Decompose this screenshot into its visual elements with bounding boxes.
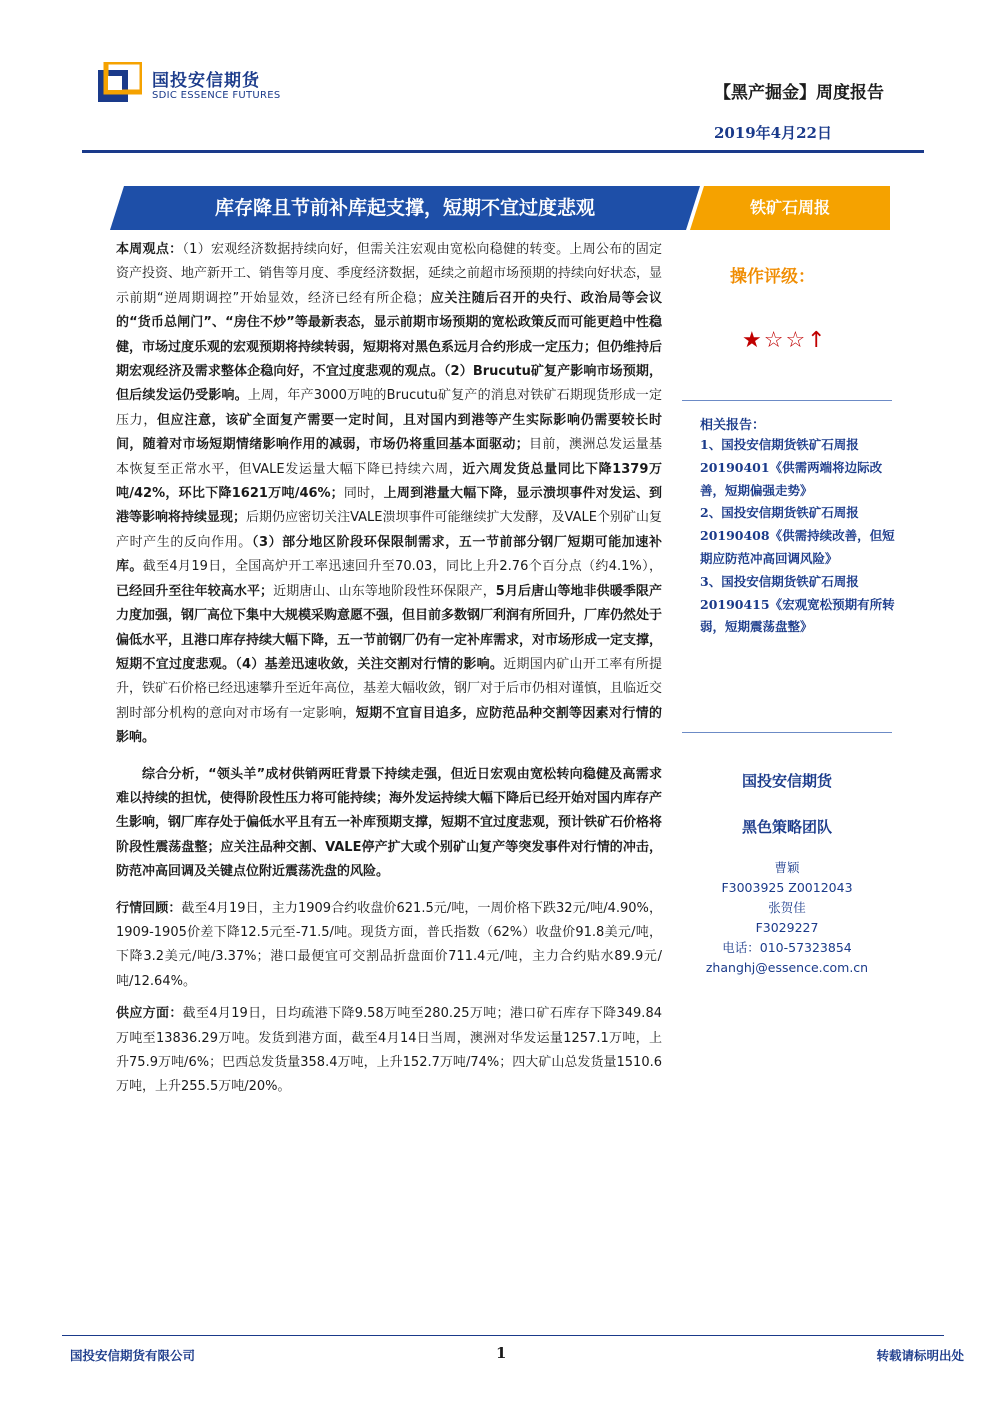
report-type: 【黑产掘金】周度报告 xyxy=(714,83,884,103)
main-content xyxy=(116,238,662,1100)
text-run: 上周到港量大幅下降，显示溃坝事件对发运、到港等影响将持续显现； xyxy=(116,486,662,526)
report-date: 2019年4月22日 xyxy=(713,124,832,142)
footer-company: 国投安信期货有限公司 xyxy=(70,1348,196,1363)
text-run: 已经回升至往年较高水平； xyxy=(116,583,274,599)
footer-notice: 转载请标明出处 xyxy=(876,1348,964,1363)
text-run: 同时， xyxy=(343,486,384,502)
text-run: 截至4月19日，全国高炉开工率迅速回升至70.03，同比上升2.76个百分点（约4.1%）， xyxy=(142,559,662,575)
analyst-name: 曹颖 xyxy=(774,860,800,875)
sidebar-divider xyxy=(682,732,892,733)
text-run: 近六周发货总量同比下降1379万吨/42%，环比下降1621万吨/46%； xyxy=(116,461,662,502)
report-category: 铁矿石周报 xyxy=(749,198,830,217)
text-run: 5月后唐山等地非供暖季限产力度加强，钢厂高位下集中大规模采购意愿不强，但目前多数钢厂利润有所回升，厂库仍然处于偏低水平，且港口库存持续大幅下降，五一节前钢厂仍有一定补库需求，对市场形成一定支撑，短期不宜过度悲观。（4）基差迅速收敛，关注交割对行情的影响。 xyxy=(116,583,663,672)
text-run: 目前，澳洲总发运量基本恢复至正常水平，但VALE发运量大幅下降已持续六周， xyxy=(116,437,662,477)
text-run: 本周观点： xyxy=(116,242,183,257)
page-number: 1 xyxy=(496,1344,507,1362)
rating-label: 操作评级： xyxy=(730,267,815,287)
logo-text-cn: 国投安信期货 xyxy=(152,71,260,91)
paragraph-summary: 综合分析，“领头羊”成材供销两旺背景下持续走强，但近日宏观由宽松转向稳健及高需求难以持续的担忧，使得阶段性压力将可能持续；海外发运持续大幅下降后已经开始对国内库存产生影响，钢厂库存处于偏低水平且有五一补库预期支撑，短期不宜过度悲观，预计铁矿石价格将阶段性震荡盘整；应关注品种交割、VALE停产扩大或个别矿山复产等突发事件对行情的冲击，防范冲高回调及关键点位附近震荡洗盘的风险。 xyxy=(116,766,663,880)
email-link[interactable]: zhanghj@essence.com.cn xyxy=(705,960,869,975)
paragraph-supply: 供应方面：截至4月19日，日均疏港下降9.58万吨至280.25万吨；港口矿石库存下降349.84万吨至13836.29万吨。发货到港方面，截至4月14日当周，澳洲对华发运量1257.1万吨，上升75.9万吨/6%；巴西总发货量358.4万吨，上升152.7万吨/74%；四大矿山总发货量1510.6万吨，上升255.5万吨/20%。 xyxy=(116,1006,662,1095)
text-run: 近期国内矿山开工率有所提升，铁矿石价格已经迅速攀升至近年高位，基差大幅收敛，钢厂对于后市仍相对谨慎，且临近交割时部分机构的意向对市场有一定影响， xyxy=(116,656,663,721)
related-report-item[interactable]: 1、国投安信期货铁矿石周报20190401《供需两端将边际改善，短期偏强走势》 xyxy=(700,437,883,498)
company-logo-icon xyxy=(98,62,142,102)
related-report-item[interactable]: 2、国投安信期货铁矿石周报20190408《供需持续改善，但短期应防范冲高回调风险》 xyxy=(700,505,895,566)
analyst-license: F3003925 Z0012043 xyxy=(721,880,853,895)
logo-text-en: SDIC ESSENCE FUTURES xyxy=(152,90,281,101)
text-run: 近期唐山、山东等地阶段性环保限产， xyxy=(273,583,496,599)
related-reports-list xyxy=(700,434,905,639)
header-divider xyxy=(82,150,924,153)
report-title: 库存降且节前补库起支撑，短期不宜过度悲观 xyxy=(214,197,595,219)
text-run: （1）宏观经济数据持续向好，但需关注宏观由宽松向稳健的转变。上周公布的固定资产投资、地产新开工、销售等月度、季度经济数据，延续之前超市场预期的持续向好状态，显示前期“逆周期调控”开始显效，经济已经有所企稳； xyxy=(116,242,663,306)
paragraph-view xyxy=(116,238,662,751)
team-name: 黑色策略团队 xyxy=(741,818,832,836)
text-run: 应关注随后召开的央行、政治局等会议的“货币总闸门”、“房住不炒”等最新表态，显示前期市场预期的宽松政策反而可能更趋中性稳健，市场过度乐观的宏观预期将持续转弱，短期将对黑色系远月合约形成一定压力；但仍维持后期宏观经济及需求整体企稳向好，不宜过度悲观的观点。（2）Brucutu矿复产影响市场预期，但后续发运仍受影响。 xyxy=(116,290,663,404)
text-run: 但应注意，该矿全面复产需要一定时间，且对国内到港等产生实际影响仍需要较长时间，随着对市场短期情绪影响作用的减弱，市场仍将重回基本面驱动； xyxy=(116,412,662,453)
company-name: 国投安信期货 xyxy=(741,772,832,790)
phone-number: 电话：010-57323854 xyxy=(722,940,852,955)
analyst-contacts xyxy=(682,858,892,978)
related-reports-heading: 相关报告： xyxy=(700,418,766,433)
footer-divider xyxy=(62,1335,944,1336)
paragraph-market-review: 行情回顾：截至4月19日，主力1909合约收盘价621.5元/吨，一周价格下跌32元/吨/4.90%，1909-1905价差下降12.5元至-71.5/吨。现货方面，普氏指数（62%）收盘价91.8美元/吨，下降3.2美元/吨/3.37%；港口最便宜可交割品折盘面价711.4元/吨，主力合约贴水89.9元/吨/12.64%。 xyxy=(116,900,662,989)
text-run: 短期不宜盲目追多，应防范品种交割等因素对行情的影响。 xyxy=(116,705,662,746)
analyst-license: F3029227 xyxy=(755,920,819,935)
text-run: （3）部分地区阶段环保限制需求，五一节前部分钢厂短期可能加速补库。 xyxy=(116,534,662,575)
rating-stars-icon: ★☆☆↑ xyxy=(742,328,828,353)
related-report-item[interactable]: 3、国投安信期货铁矿石周报20190415《宏观宽松预期有所转弱，短期震荡盘整》 xyxy=(700,573,895,635)
analyst-name: 张贺佳 xyxy=(768,900,806,915)
sidebar-divider xyxy=(682,400,892,401)
text-run: 上周，年产3000万吨的Brucutu矿复产的消息对铁矿石期现货形成一定压力， xyxy=(116,388,662,428)
text-run: 后期仍应密切关注VALE溃坝事件可能继续扩大发酵，及VALE个别矿山复产时产生的反向作用。 xyxy=(116,510,662,550)
